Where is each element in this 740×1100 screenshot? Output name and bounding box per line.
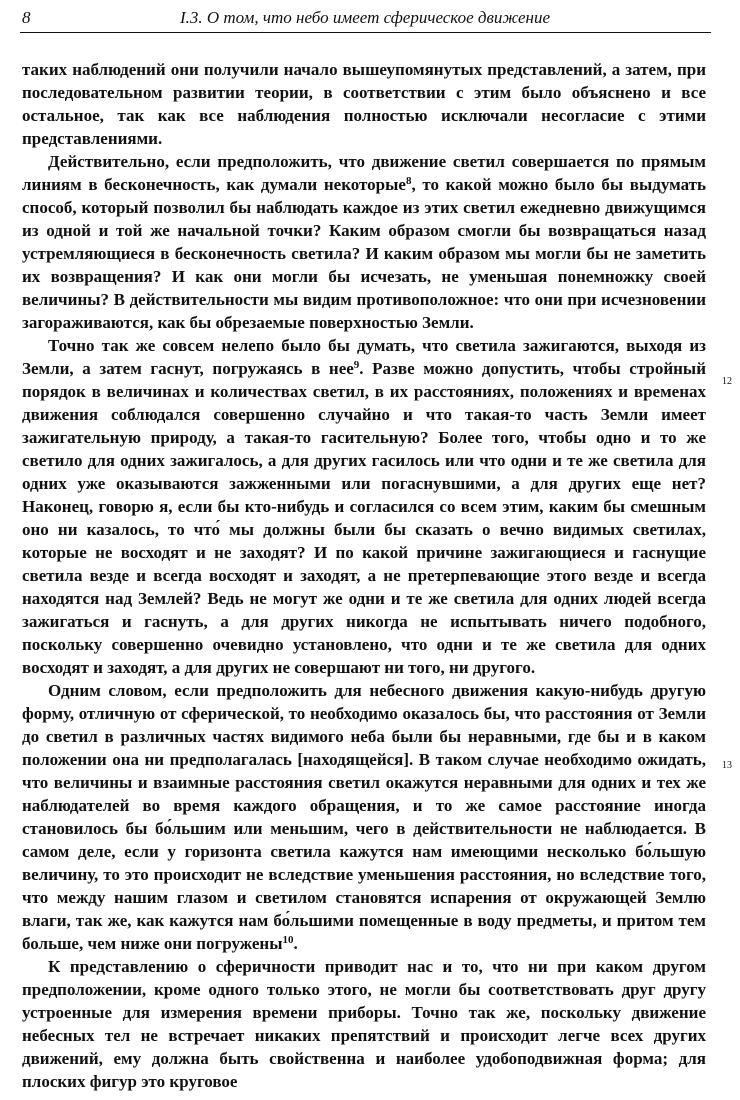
paragraph-1 (22, 58, 706, 150)
footnote-ref-9[interactable]: 9 (353, 359, 360, 371)
margin-number-12: 12 (722, 376, 732, 387)
footnote-ref-8[interactable]: 8 (405, 175, 412, 187)
paragraph-3 (22, 334, 706, 679)
page-number: 8 (22, 8, 31, 27)
paragraph-2-text-cont: , то какой можно было бы выдумать способ, который позволил бы наблюдать каждое из этих светил ежедневно движущимся из одной и той же начальной точки? Каким образом смогли бы возвращаться назад устремляющиеся в бесконечность светила? И каким образом мы могли бы не заметить их возвращения? И как они могли бы исчезать, не уменьшая понемножку своей величины? В действительности мы видим противоположное: что они при исчезновении загораживаются, как бы обрезаемые поверхностью Земли. (22, 175, 706, 332)
paragraph-4-text: Одним словом, если предположить для небесного движения какую-нибудь другую форму, отличную от сферической, то необходимо оказалось бы, что расстояния от Земли до светил в различных частях видимого неба были бы неравными, где бы и в каком положении она ни предполагалась [находящейся]. В таком случае необходимо ожидать, что величины и взаимные расстояния светил окажутся неравными для одних и тех же наблюдателей во время каждого обращения, и то же самое расстояние иногда становилось бы бо́льшим или меньшим, чего в действительности не наблюдается. В самом деле, если у горизонта светила кажутся нам имеющими несколько бо́льшую величину, то это происходит не вследствие уменьшения расстояния, но вследствие того, что между нашим глазом и светилом становятся испарения от окружающей Землю влаги, так же, как кажутся нам бо́льшими помещенные в воду предметы, и притом тем больше, чем ниже они погружены (22, 681, 706, 953)
header-rule (20, 32, 711, 33)
paragraph-4 (22, 679, 706, 955)
paragraph-3-text-cont: . Разве можно допустить, чтобы стройный порядок в величинах и количествах светил, в их расстояниях, положениях и временах движения соблюдался совершенно случайно и что такая-то часть Земли имеет зажигательную природу, а такая-то гасительную? Более того, чтобы одно и то же светило для одних зажигалось, а для других гасилось или что одни и те же светила для одних уже оказываются зажженными или погаснувшими, а для других еще нет? Наконец, говорю я, если бы кто-нибудь и согласился со всем этим, каким бы смешным оно ни казалось, то что́ мы должны были бы сказать о вечно видимых светилах, которые не восходят и не заходят? И по какой причине зажигающиеся и гаснущие светила везде и всегда восходят и заходят, а не претерпевающие этого везде и всегда находятся над Землей? Ведь не могут же одни и те же светила для одних людей всегда зажигаться и гаснуть, а для других никогда не испытывать ничего подобного, поскольку совершенно очевидно установлено, что одни и те же светила для одних восходят и заходят, а для других не совершают ни того, ни другого. (22, 359, 706, 677)
running-header (20, 6, 710, 32)
margin-number-13: 13 (722, 760, 732, 771)
paragraph-1-text: таких наблюдений они получили начало вышеупомянутых представлений, а затем, при последовательном развитии теории, в соответствии с этим было объяснено и все остальное, так как все наблюдения полностью исключали несогласие с этими представлениями. (22, 60, 706, 148)
paragraph-2-text: Действительно, если предположить, что движение светил совершается по прямым линиям в бесконечность, как думали некоторые (22, 152, 706, 194)
paragraph-4-text-cont: . (293, 934, 298, 953)
paragraph-3-text: Точно так же совсем нелепо было бы думать, что светила зажигаются, выходя из Земли, а затем гаснут, погружаясь в нее (22, 336, 706, 378)
paragraph-2 (22, 150, 706, 334)
paragraph-5 (22, 955, 706, 1093)
paragraph-5-text: К представлению о сферичности приводит нас и то, что ни при каком другом предположении, кроме одного только этого, не могли бы соответствовать друг другу устроенные для измерения времени приборы. Точно так же, поскольку движение небесных тел не встречает никаких препятствий и происходит легче всех других движений, ему должна быть свойственна и наиболее удобоподвижная форма; для плоских фигур это круговое (22, 957, 706, 1091)
body-text (22, 58, 706, 1093)
running-title: I.3. О том, что небо имеет сферическое движение (179, 8, 551, 27)
footnote-ref-10[interactable]: 10 (282, 934, 294, 946)
